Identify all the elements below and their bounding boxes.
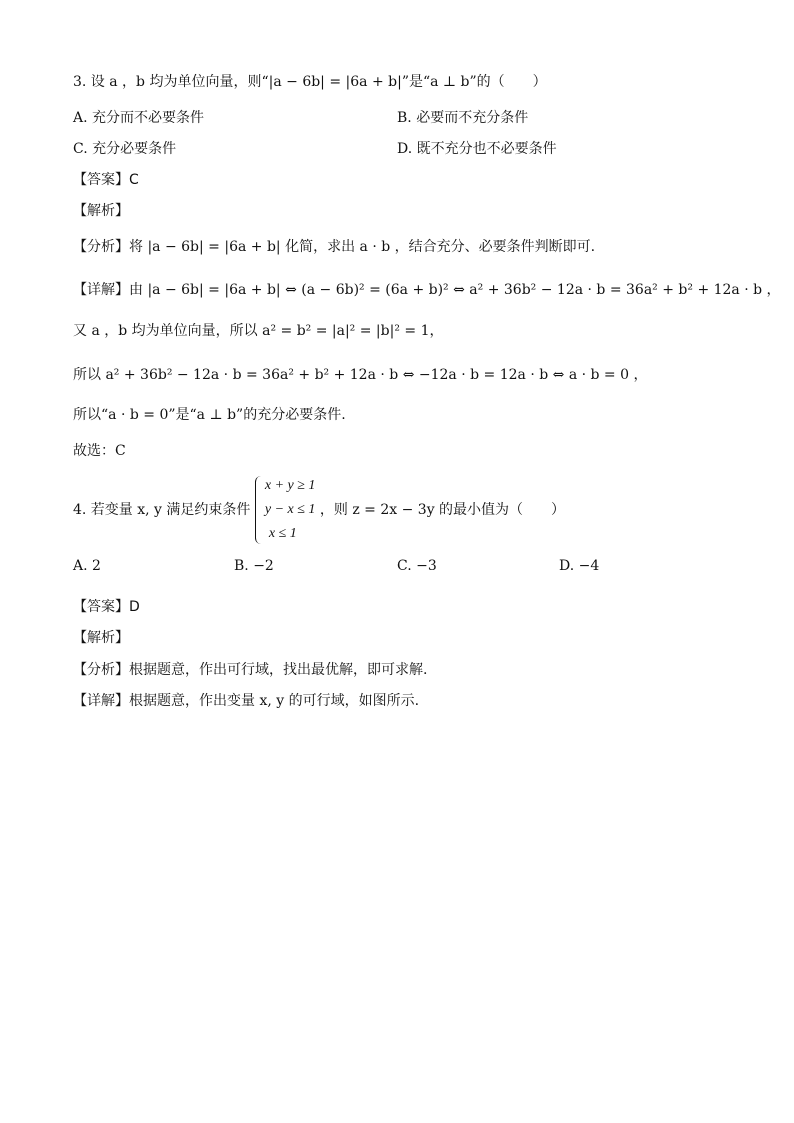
q4-constraint-1: x + y ≥ 1 [264, 478, 316, 493]
q3-xiangjie-line3: 所以 a² + 36b² − 12a · b = 36a² + b² + 12a · b ⇔ −12a · b = 12a · b ⇔ a · b = 0 ， [73, 367, 648, 383]
q3-stem: 3. 设 a ，b 均为单位向量，则“|a − 6b| = |6a + b|”是“a ⊥ b”的（ ） [73, 74, 547, 90]
q3-xiangjie-line2: 又 a ，b 均为单位向量，所以 a² = b² = |a|² = |b|² = 1， [73, 323, 444, 339]
q3-xiangjie-line4: 所以“a · b = 0”是“a ⊥ b”的充分必要条件. [73, 407, 346, 423]
q4-xiangjie: 【详解】根据题意，作出变量 x, y 的可行域，如图所示. [73, 693, 420, 709]
q3-fenxi: 【分析】将 |a − 6b| = |6a + b| 化简，求出 a · b ，结合充分、必要条件判断即可. [73, 239, 596, 255]
q4-option-a: A. 2 [73, 558, 101, 574]
q3-option-b: B. 必要而不充分条件 [397, 110, 529, 126]
q4-constraint-2: y − x ≤ 1 [264, 502, 316, 517]
q4-constraint-3: x ≤ 1 [268, 526, 297, 541]
q3-analysis-label: 【解析】 [73, 203, 129, 219]
q4-analysis-label: 【解析】 [73, 630, 129, 646]
q4-fenxi: 【分析】根据题意，作出可行域，找出最优解，即可求解. [73, 662, 428, 678]
q4-option-d: D. −4 [559, 558, 600, 574]
q3-option-c: C. 充分必要条件 [73, 141, 177, 157]
q4-option-c: C. −3 [397, 558, 437, 574]
q4-stem-suffix: ，则 z = 2x − 3y 的最小值为（ ） [319, 502, 566, 518]
q3-choose: 故选：C [73, 443, 126, 459]
q3-option-a: A. 充分而不必要条件 [73, 110, 205, 126]
q3-answer: 【答案】C [73, 172, 139, 188]
q3-xiangjie-line1: 【详解】由 |a − 6b| = |6a + b| ⇔ (a − 6b)² = (6a + b)² ⇔ a² + 36b² − 12a · b = 36a² + b² + 12a · b ， [73, 282, 781, 298]
q4-option-b: B. −2 [234, 558, 274, 574]
q4-constraint-system [255, 474, 316, 546]
q3-option-d: D. 既不充分也不必要条件 [397, 141, 557, 157]
q4-answer: 【答案】D [73, 599, 140, 615]
q4-stem [73, 474, 565, 546]
q4-stem-prefix: 4. 若变量 x, y 满足约束条件 [73, 502, 251, 518]
